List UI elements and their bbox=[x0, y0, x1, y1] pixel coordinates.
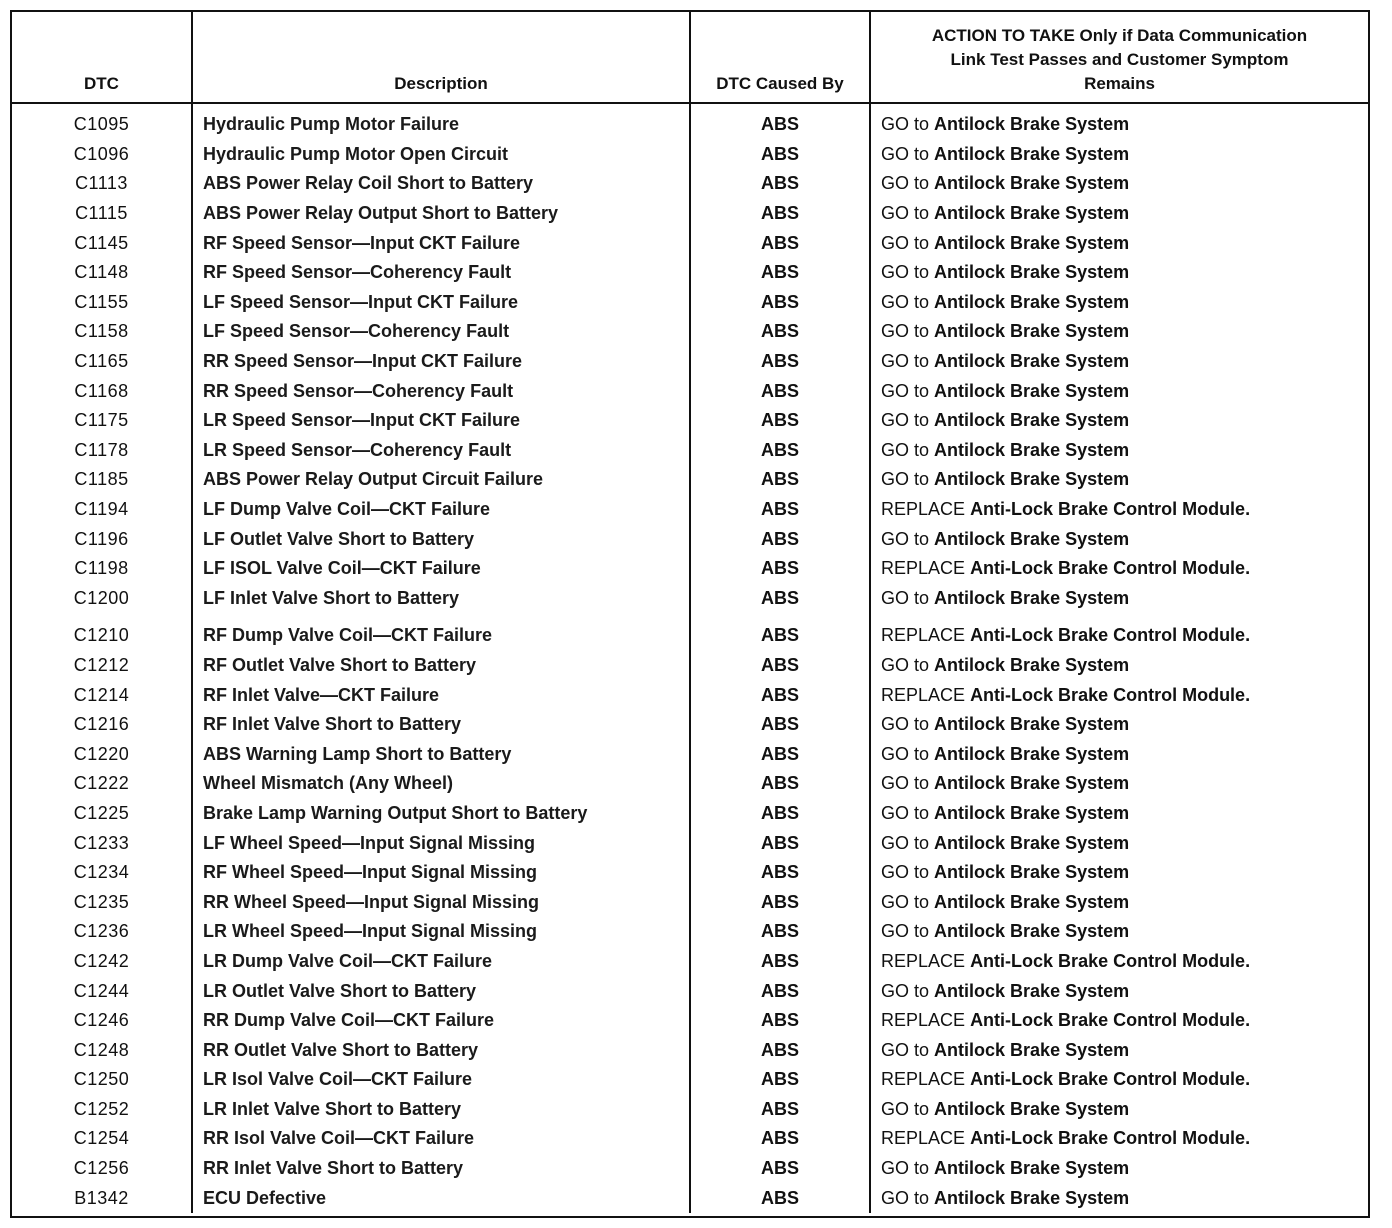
caused-by-cell: ABS bbox=[690, 1065, 870, 1095]
action-cell bbox=[870, 436, 1368, 466]
caused-by-cell: ABS bbox=[690, 524, 870, 554]
description-cell: LF Dump Valve Coil—CKT Failure bbox=[192, 495, 690, 525]
action-target: Anti-Lock Brake Control Module. bbox=[970, 1010, 1251, 1031]
description-cell: LR Dump Valve Coil—CKT Failure bbox=[192, 947, 690, 977]
action-target: Antilock Brake System bbox=[934, 380, 1130, 401]
caused-by-cell: ABS bbox=[690, 169, 870, 199]
dtc-code-cell: C1096 bbox=[73, 143, 130, 164]
caused-by-cell: ABS bbox=[690, 680, 870, 710]
table-row bbox=[12, 1124, 1368, 1154]
table-row bbox=[12, 947, 1368, 977]
action-verb: GO to bbox=[881, 980, 930, 1001]
action-target: Anti-Lock Brake Control Module. bbox=[970, 499, 1251, 520]
action-verb: GO to bbox=[881, 262, 930, 283]
table-row bbox=[12, 887, 1368, 917]
description-cell: LF Wheel Speed—Input Signal Missing bbox=[192, 828, 690, 858]
action-cell bbox=[870, 228, 1368, 258]
caused-by-cell: ABS bbox=[690, 976, 870, 1006]
table-row bbox=[12, 1006, 1368, 1036]
dtc-code-cell: C1198 bbox=[74, 558, 129, 579]
action-verb: GO to bbox=[881, 321, 930, 342]
action-cell bbox=[870, 258, 1368, 288]
action-target: Antilock Brake System bbox=[934, 802, 1130, 823]
table-row bbox=[12, 495, 1368, 525]
action-cell bbox=[870, 584, 1368, 614]
caused-by-cell: ABS bbox=[690, 1124, 870, 1154]
description-cell: ECU Defective bbox=[192, 1183, 690, 1213]
dtc-code-cell: C1212 bbox=[73, 654, 130, 675]
action-verb: GO to bbox=[881, 1098, 930, 1119]
action-verb: REPLACE bbox=[881, 1128, 966, 1149]
description-cell: LF Speed Sensor—Coherency Fault bbox=[192, 317, 690, 347]
action-cell bbox=[870, 1095, 1368, 1125]
action-verb: GO to bbox=[881, 773, 930, 794]
table-row bbox=[12, 376, 1368, 406]
table-row bbox=[12, 288, 1368, 318]
dtc-code-cell: C1168 bbox=[74, 380, 129, 401]
action-target: Antilock Brake System bbox=[934, 528, 1130, 549]
caused-by-cell: ABS bbox=[690, 258, 870, 288]
action-verb: REPLACE bbox=[881, 558, 966, 579]
action-target: Anti-Lock Brake Control Module. bbox=[970, 1128, 1251, 1149]
action-cell bbox=[870, 680, 1368, 710]
description-cell: RF Speed Sensor—Coherency Fault bbox=[192, 258, 690, 288]
dtc-code-cell: C1256 bbox=[73, 1158, 130, 1179]
action-verb: GO to bbox=[881, 380, 930, 401]
dtc-code-cell: C1225 bbox=[73, 802, 130, 823]
table-row bbox=[12, 554, 1368, 584]
action-target: Antilock Brake System bbox=[934, 232, 1130, 253]
table-row bbox=[12, 858, 1368, 888]
table-row bbox=[12, 1035, 1368, 1065]
table-row bbox=[12, 317, 1368, 347]
caused-by-cell: ABS bbox=[690, 376, 870, 406]
header-action-line-3: Remains bbox=[1084, 74, 1155, 93]
dtc-code-cell: C1220 bbox=[73, 743, 130, 764]
action-target: Antilock Brake System bbox=[934, 654, 1130, 675]
table-row bbox=[12, 199, 1368, 229]
caused-by-cell: ABS bbox=[690, 917, 870, 947]
table-row bbox=[12, 1095, 1368, 1125]
action-cell bbox=[870, 976, 1368, 1006]
description-cell: RF Wheel Speed—Input Signal Missing bbox=[192, 858, 690, 888]
description-cell: LF Outlet Valve Short to Battery bbox=[192, 524, 690, 554]
action-cell bbox=[870, 1124, 1368, 1154]
action-cell bbox=[870, 1035, 1368, 1065]
action-target: Antilock Brake System bbox=[934, 773, 1130, 794]
action-verb: GO to bbox=[881, 1039, 930, 1060]
caused-by-cell: ABS bbox=[690, 1183, 870, 1213]
caused-by-cell: ABS bbox=[690, 554, 870, 584]
dtc-table bbox=[12, 12, 1368, 1213]
caused-by-cell: ABS bbox=[690, 436, 870, 466]
action-verb: GO to bbox=[881, 921, 930, 942]
action-cell bbox=[870, 651, 1368, 681]
table-header bbox=[12, 12, 1368, 103]
dtc-code-cell: C1250 bbox=[73, 1069, 130, 1090]
action-cell bbox=[870, 524, 1368, 554]
description-cell: LF Speed Sensor—Input CKT Failure bbox=[192, 288, 690, 318]
description-cell: Wheel Mismatch (Any Wheel) bbox=[192, 769, 690, 799]
action-target: Antilock Brake System bbox=[934, 980, 1130, 1001]
action-target: Anti-Lock Brake Control Module. bbox=[970, 950, 1251, 971]
action-cell bbox=[870, 495, 1368, 525]
table-row bbox=[12, 769, 1368, 799]
description-cell: ABS Power Relay Output Short to Battery bbox=[192, 199, 690, 229]
table-row bbox=[12, 799, 1368, 829]
description-cell: RF Dump Valve Coil—CKT Failure bbox=[192, 613, 690, 651]
description-cell: RF Inlet Valve—CKT Failure bbox=[192, 680, 690, 710]
action-verb: REPLACE bbox=[881, 625, 966, 646]
action-cell bbox=[870, 1065, 1368, 1095]
description-cell: LR Inlet Valve Short to Battery bbox=[192, 1095, 690, 1125]
action-cell bbox=[870, 288, 1368, 318]
caused-by-cell: ABS bbox=[690, 584, 870, 614]
action-target: Antilock Brake System bbox=[934, 262, 1130, 283]
caused-by-cell: ABS bbox=[690, 1035, 870, 1065]
action-target: Anti-Lock Brake Control Module. bbox=[970, 558, 1251, 579]
action-target: Anti-Lock Brake Control Module. bbox=[970, 625, 1251, 646]
action-verb: GO to bbox=[881, 291, 930, 312]
caused-by-cell: ABS bbox=[690, 651, 870, 681]
description-cell: LR Wheel Speed—Input Signal Missing bbox=[192, 917, 690, 947]
caused-by-cell: ABS bbox=[690, 769, 870, 799]
caused-by-cell: ABS bbox=[690, 739, 870, 769]
action-cell bbox=[870, 376, 1368, 406]
action-cell bbox=[870, 317, 1368, 347]
dtc-code-cell: C1155 bbox=[74, 291, 129, 312]
dtc-code-cell: C1235 bbox=[73, 891, 130, 912]
table-row bbox=[12, 917, 1368, 947]
action-target: Antilock Brake System bbox=[934, 862, 1130, 883]
table-row bbox=[12, 1183, 1368, 1213]
caused-by-cell: ABS bbox=[690, 1154, 870, 1184]
caused-by-cell: ABS bbox=[690, 495, 870, 525]
action-verb: GO to bbox=[881, 114, 930, 135]
caused-by-cell: ABS bbox=[690, 465, 870, 495]
description-cell: RR Speed Sensor—Coherency Fault bbox=[192, 376, 690, 406]
header-description: Description bbox=[192, 12, 690, 103]
description-cell: Hydraulic Pump Motor Failure bbox=[192, 103, 690, 140]
table-row bbox=[12, 347, 1368, 377]
description-cell: ABS Warning Lamp Short to Battery bbox=[192, 739, 690, 769]
caused-by-cell: ABS bbox=[690, 406, 870, 436]
table-row bbox=[12, 258, 1368, 288]
dtc-code-cell: C1196 bbox=[74, 528, 129, 549]
action-target: Antilock Brake System bbox=[934, 143, 1130, 164]
description-cell: RR Outlet Valve Short to Battery bbox=[192, 1035, 690, 1065]
action-target: Antilock Brake System bbox=[934, 891, 1130, 912]
action-target: Antilock Brake System bbox=[934, 1098, 1130, 1119]
action-verb: REPLACE bbox=[881, 1010, 966, 1031]
header-row bbox=[12, 12, 1368, 103]
action-target: Anti-Lock Brake Control Module. bbox=[970, 684, 1251, 705]
table-row bbox=[12, 140, 1368, 170]
action-verb: GO to bbox=[881, 587, 930, 608]
dtc-code-cell: C1233 bbox=[73, 832, 130, 853]
action-target: Antilock Brake System bbox=[934, 714, 1130, 735]
action-verb: GO to bbox=[881, 351, 930, 372]
header-action-line-2: Link Test Passes and Customer Symptom bbox=[950, 50, 1289, 69]
header-dtc: DTC bbox=[12, 12, 192, 103]
caused-by-cell: ABS bbox=[690, 1095, 870, 1125]
action-verb: GO to bbox=[881, 173, 930, 194]
description-cell: RR Inlet Valve Short to Battery bbox=[192, 1154, 690, 1184]
table-row bbox=[12, 584, 1368, 614]
action-cell bbox=[870, 887, 1368, 917]
table-row bbox=[12, 228, 1368, 258]
action-cell bbox=[870, 347, 1368, 377]
header-action-line-1: ACTION TO TAKE Only if Data Communication bbox=[931, 26, 1308, 45]
dtc-code-cell: C1210 bbox=[73, 625, 130, 646]
caused-by-cell: ABS bbox=[690, 710, 870, 740]
action-target: Antilock Brake System bbox=[934, 203, 1130, 224]
action-target: Antilock Brake System bbox=[934, 1039, 1130, 1060]
action-target: Antilock Brake System bbox=[934, 410, 1130, 431]
description-cell: LF ISOL Valve Coil—CKT Failure bbox=[192, 554, 690, 584]
table-row bbox=[12, 710, 1368, 740]
action-cell bbox=[870, 769, 1368, 799]
table-row bbox=[12, 524, 1368, 554]
caused-by-cell: ABS bbox=[690, 887, 870, 917]
table-row bbox=[12, 680, 1368, 710]
description-cell: RR Isol Valve Coil—CKT Failure bbox=[192, 1124, 690, 1154]
dtc-code-cell: C1246 bbox=[73, 1010, 130, 1031]
action-target: Antilock Brake System bbox=[934, 832, 1130, 853]
description-cell: LR Outlet Valve Short to Battery bbox=[192, 976, 690, 1006]
action-target: Antilock Brake System bbox=[934, 291, 1130, 312]
action-verb: GO to bbox=[881, 143, 930, 164]
dtc-code-cell: C1216 bbox=[73, 714, 130, 735]
action-verb: GO to bbox=[881, 832, 930, 853]
table-row bbox=[12, 103, 1368, 140]
action-verb: REPLACE bbox=[881, 499, 966, 520]
table-row bbox=[12, 436, 1368, 466]
dtc-code-cell: C1234 bbox=[73, 862, 130, 883]
action-cell bbox=[870, 828, 1368, 858]
description-cell: ABS Power Relay Output Circuit Failure bbox=[192, 465, 690, 495]
action-cell bbox=[870, 1183, 1368, 1213]
description-cell: LF Inlet Valve Short to Battery bbox=[192, 584, 690, 614]
action-target: Antilock Brake System bbox=[934, 743, 1130, 764]
action-verb: GO to bbox=[881, 714, 930, 735]
action-target: Antilock Brake System bbox=[934, 114, 1130, 135]
action-cell bbox=[870, 103, 1368, 140]
caused-by-cell: ABS bbox=[690, 858, 870, 888]
action-cell bbox=[870, 465, 1368, 495]
description-cell: RR Wheel Speed—Input Signal Missing bbox=[192, 887, 690, 917]
dtc-code-cell: C1113 bbox=[75, 173, 128, 194]
dtc-code-cell: C1148 bbox=[74, 262, 129, 283]
action-cell bbox=[870, 613, 1368, 651]
dtc-code-cell: C1178 bbox=[74, 439, 129, 460]
action-verb: GO to bbox=[881, 862, 930, 883]
dtc-code-cell: B1342 bbox=[74, 1187, 129, 1208]
dtc-code-cell: C1165 bbox=[74, 351, 129, 372]
action-target: Anti-Lock Brake Control Module. bbox=[970, 1069, 1251, 1090]
action-cell bbox=[870, 799, 1368, 829]
caused-by-cell: ABS bbox=[690, 828, 870, 858]
description-cell: Hydraulic Pump Motor Open Circuit bbox=[192, 140, 690, 170]
dtc-code-cell: C1185 bbox=[74, 469, 129, 490]
table-row bbox=[12, 828, 1368, 858]
action-cell bbox=[870, 858, 1368, 888]
dtc-code-cell: C1254 bbox=[73, 1128, 130, 1149]
description-cell: RR Dump Valve Coil—CKT Failure bbox=[192, 1006, 690, 1036]
description-cell: Brake Lamp Warning Output Short to Battery bbox=[192, 799, 690, 829]
action-cell bbox=[870, 1006, 1368, 1036]
action-target: Antilock Brake System bbox=[934, 1187, 1130, 1208]
action-target: Antilock Brake System bbox=[934, 351, 1130, 372]
dtc-code-cell: C1095 bbox=[73, 114, 130, 135]
action-cell bbox=[870, 199, 1368, 229]
dtc-table-frame bbox=[10, 10, 1370, 1218]
action-cell bbox=[870, 554, 1368, 584]
action-target: Antilock Brake System bbox=[934, 921, 1130, 942]
dtc-code-cell: C1236 bbox=[73, 921, 130, 942]
dtc-code-cell: C1158 bbox=[74, 321, 129, 342]
action-verb: GO to bbox=[881, 232, 930, 253]
caused-by-cell: ABS bbox=[690, 199, 870, 229]
caused-by-cell: ABS bbox=[690, 317, 870, 347]
dtc-code-cell: C1252 bbox=[73, 1098, 130, 1119]
dtc-code-cell: C1244 bbox=[73, 980, 130, 1001]
action-target: Antilock Brake System bbox=[934, 439, 1130, 460]
caused-by-cell: ABS bbox=[690, 103, 870, 140]
table-row bbox=[12, 1065, 1368, 1095]
dtc-code-cell: C1248 bbox=[73, 1039, 130, 1060]
header-action bbox=[870, 12, 1368, 103]
action-target: Antilock Brake System bbox=[934, 173, 1130, 194]
dtc-code-cell: C1214 bbox=[73, 684, 130, 705]
caused-by-cell: ABS bbox=[690, 947, 870, 977]
description-cell: LR Speed Sensor—Coherency Fault bbox=[192, 436, 690, 466]
table-row bbox=[12, 465, 1368, 495]
description-cell: RF Inlet Valve Short to Battery bbox=[192, 710, 690, 740]
description-cell: LR Isol Valve Coil—CKT Failure bbox=[192, 1065, 690, 1095]
dtc-code-cell: C1200 bbox=[73, 587, 130, 608]
action-target: Antilock Brake System bbox=[934, 321, 1130, 342]
table-row bbox=[12, 613, 1368, 651]
table-row bbox=[12, 976, 1368, 1006]
table-row bbox=[12, 739, 1368, 769]
action-verb: GO to bbox=[881, 439, 930, 460]
description-cell: LR Speed Sensor—Input CKT Failure bbox=[192, 406, 690, 436]
caused-by-cell: ABS bbox=[690, 228, 870, 258]
action-verb: REPLACE bbox=[881, 684, 966, 705]
action-target: Antilock Brake System bbox=[934, 1158, 1130, 1179]
dtc-code-cell: C1194 bbox=[74, 499, 129, 520]
caused-by-cell: ABS bbox=[690, 799, 870, 829]
action-verb: GO to bbox=[881, 1187, 930, 1208]
table-row bbox=[12, 406, 1368, 436]
table-row bbox=[12, 169, 1368, 199]
action-verb: GO to bbox=[881, 528, 930, 549]
action-verb: REPLACE bbox=[881, 950, 966, 971]
action-cell bbox=[870, 947, 1368, 977]
caused-by-cell: ABS bbox=[690, 1006, 870, 1036]
dtc-code-cell: C1242 bbox=[73, 950, 130, 971]
action-verb: GO to bbox=[881, 743, 930, 764]
dtc-code-cell: C1145 bbox=[74, 232, 129, 253]
caused-by-cell: ABS bbox=[690, 288, 870, 318]
action-cell bbox=[870, 169, 1368, 199]
action-verb: REPLACE bbox=[881, 1069, 966, 1090]
action-cell bbox=[870, 1154, 1368, 1184]
caused-by-cell: ABS bbox=[690, 140, 870, 170]
table-row bbox=[12, 1154, 1368, 1184]
action-cell bbox=[870, 739, 1368, 769]
caused-by-cell: ABS bbox=[690, 613, 870, 651]
dtc-code-cell: C1222 bbox=[73, 773, 130, 794]
header-caused-by: DTC Caused By bbox=[690, 12, 870, 103]
dtc-code-cell: C1175 bbox=[74, 410, 129, 431]
action-target: Antilock Brake System bbox=[934, 587, 1130, 608]
description-cell: ABS Power Relay Coil Short to Battery bbox=[192, 169, 690, 199]
action-verb: GO to bbox=[881, 1158, 930, 1179]
action-target: Antilock Brake System bbox=[934, 469, 1130, 490]
dtc-code-cell: C1115 bbox=[75, 203, 128, 224]
caused-by-cell: ABS bbox=[690, 347, 870, 377]
action-cell bbox=[870, 140, 1368, 170]
action-verb: GO to bbox=[881, 410, 930, 431]
action-verb: GO to bbox=[881, 469, 930, 490]
action-verb: GO to bbox=[881, 654, 930, 675]
action-cell bbox=[870, 406, 1368, 436]
action-cell bbox=[870, 710, 1368, 740]
action-cell bbox=[870, 917, 1368, 947]
description-cell: RR Speed Sensor—Input CKT Failure bbox=[192, 347, 690, 377]
description-cell: RF Speed Sensor—Input CKT Failure bbox=[192, 228, 690, 258]
action-verb: GO to bbox=[881, 891, 930, 912]
action-verb: GO to bbox=[881, 203, 930, 224]
table-body bbox=[12, 103, 1368, 1213]
description-cell: RF Outlet Valve Short to Battery bbox=[192, 651, 690, 681]
action-verb: GO to bbox=[881, 802, 930, 823]
table-row bbox=[12, 651, 1368, 681]
